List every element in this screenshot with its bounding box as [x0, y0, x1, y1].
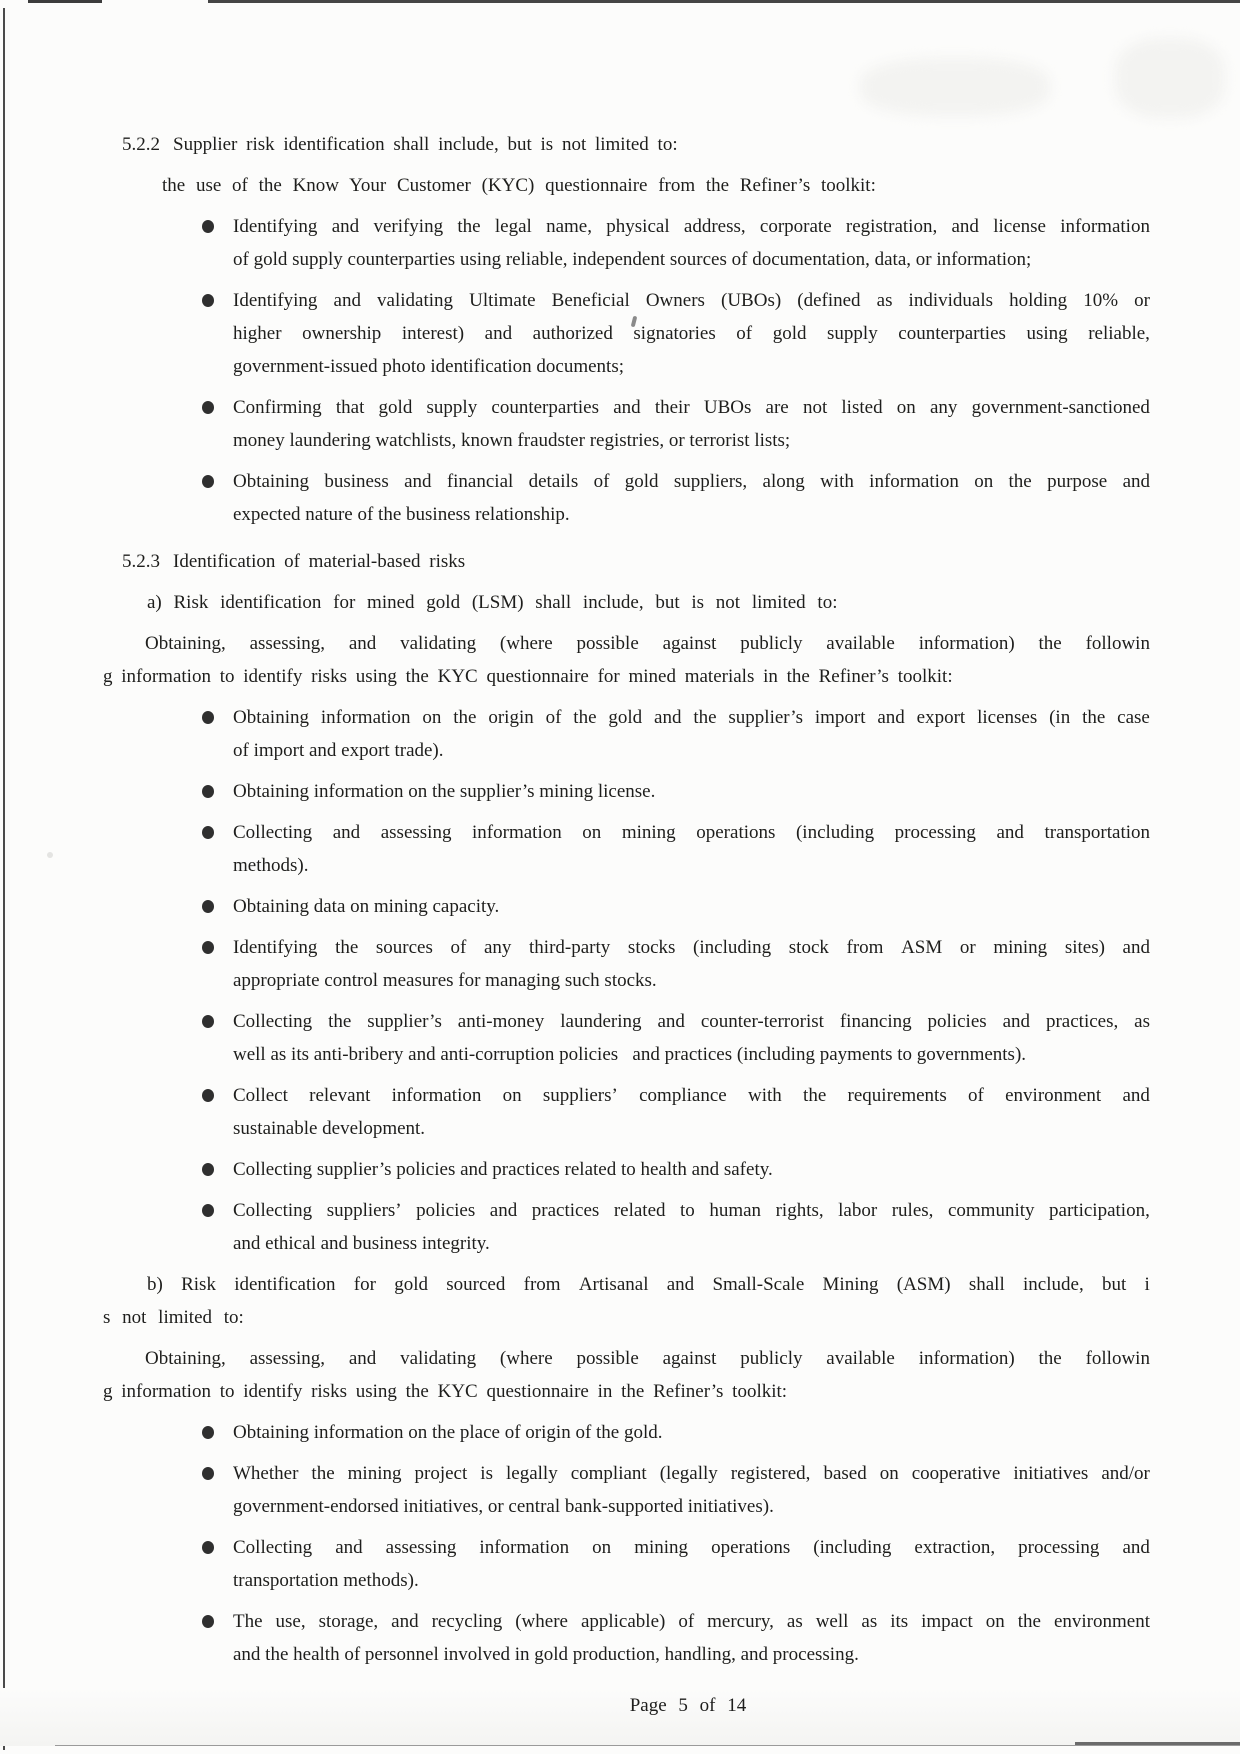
bullet-item [0, 775, 1240, 808]
text-line: g information to identify risks using the KYC questionnaire in the Refiner’s toolkit: [103, 1381, 788, 1402]
text-line: Identifying and verifying the legal name, physical address, corporate registration, and license information [233, 216, 1150, 237]
text-line: Obtaining information on the origin of the gold and the supplier’s import and export licenses (in the case [233, 707, 1150, 728]
bullet-item [0, 1079, 1240, 1145]
bullet-item [0, 816, 1240, 882]
text-line: Obtaining, assessing, and validating (where possible against publicly available information) the followin [145, 1348, 1150, 1369]
text-line: and ethical and business integrity. [233, 1233, 490, 1254]
bullet-icon [202, 294, 214, 307]
scan-artifact [1075, 1742, 1240, 1745]
bullet-item [0, 1005, 1240, 1071]
bullet-icon [202, 475, 214, 488]
text-line: Obtaining information on the place of origin of the gold. [233, 1422, 663, 1443]
bullet-icon [202, 1163, 214, 1176]
lettered-paragraph [0, 586, 1240, 619]
bullet-icon [202, 711, 214, 724]
page-number: Page 5 of 14 [629, 1695, 747, 1716]
text-line: Identifying the sources of any third-party stocks (including stock from ASM or mining sites) and [233, 937, 1150, 958]
bullet-icon [202, 1015, 214, 1028]
section-title: Supplier risk identification shall include, but is not limited to: [173, 134, 678, 155]
bullet-item [0, 1416, 1240, 1449]
text-line: government-endorsed initiatives, or central bank-supported initiatives). [233, 1496, 774, 1517]
bullet-icon [202, 1541, 214, 1554]
text-line: Confirming that gold supply counterparties and their UBOs are not listed on any government-sanctioned [233, 397, 1150, 418]
text-line: and the health of personnel involved in gold production, handling, and processing. [233, 1644, 859, 1665]
text-line [122, 128, 1240, 161]
text-line: Collecting supplier’s policies and practices related to health and safety. [233, 1159, 773, 1180]
bullet-icon [202, 401, 214, 414]
text-line: g information to identify risks using the KYC questionnaire for mined materials in the Refiner’s toolkit: [103, 666, 953, 687]
intro-line [0, 169, 1240, 202]
bullet-item [0, 465, 1240, 531]
text-line: of gold supply counterparties using reliable, independent sources of documentation, data, or information; [233, 249, 1032, 270]
bullet-icon [202, 1615, 214, 1628]
text-line: higher ownership interest) and authorized signatories of gold supply counterparties using reliable, [233, 323, 1150, 344]
section-number: 5.2.3 [122, 551, 160, 572]
bullet-icon [202, 1089, 214, 1102]
bullet-icon [202, 220, 214, 233]
text-line: the use of the Know Your Customer (KYC) questionnaire from the Refiner’s toolkit: [162, 175, 876, 196]
text-line: Collecting suppliers’ policies and practices related to human rights, labor rules, community participation, [233, 1200, 1150, 1221]
text-line: Collecting the supplier’s anti-money laundering and counter-terrorist financing policies and practices, as [233, 1011, 1150, 1032]
text-line: money laundering watchlists, known fraudster registries, or terrorist lists; [233, 430, 791, 451]
text-line: sustainable development. [233, 1118, 426, 1139]
section-heading [0, 128, 1240, 161]
text-line: s not limited to: [103, 1307, 244, 1328]
text-line: Collect relevant information on suppliers’ compliance with the requirements of environment and [233, 1085, 1150, 1106]
text-line: of import and export trade). [233, 740, 444, 761]
list-intro-paragraph [0, 627, 1240, 693]
bullet-icon [202, 941, 214, 954]
list-intro-paragraph [0, 1342, 1240, 1408]
section-number: 5.2.2 [122, 134, 160, 155]
bullet-item [0, 1153, 1240, 1186]
text-line: expected nature of the business relationship. [233, 504, 570, 525]
text-line: Obtaining data on mining capacity. [233, 896, 500, 917]
bullet-item [0, 1531, 1240, 1597]
bullet-item [0, 701, 1240, 767]
bullet-icon [202, 1467, 214, 1480]
text-line: a) Risk identification for mined gold (LSM) shall include, but is not limited to: [147, 592, 838, 613]
text-line [122, 545, 1240, 578]
bullet-item [0, 391, 1240, 457]
bullet-icon [202, 900, 214, 913]
bullet-icon [202, 826, 214, 839]
bullet-icon [202, 785, 214, 798]
text-line: Whether the mining project is legally compliant (legally registered, based on cooperative initiatives and/or [233, 1463, 1150, 1484]
bullet-item [0, 890, 1240, 923]
bullet-item [0, 284, 1240, 383]
bullet-item [0, 1605, 1240, 1671]
text-line: methods). [233, 855, 309, 876]
text-line: Obtaining, assessing, and validating (where possible against publicly available information) the followin [145, 633, 1150, 654]
text-line: b) Risk identification for gold sourced from Artisanal and Small-Scale Mining (ASM) shall include, but i [147, 1274, 1150, 1295]
bullet-icon [202, 1204, 214, 1217]
bullet-item [0, 1457, 1240, 1523]
bullet-item [0, 1194, 1240, 1260]
text-line: government-issued photo identification documents; [233, 356, 625, 377]
text-line: Obtaining information on the supplier’s mining license. [233, 781, 656, 802]
text-line: transportation methods). [233, 1570, 419, 1591]
scan-artifact [55, 1745, 1240, 1746]
section-title: Identification of material-based risks [173, 551, 466, 572]
bullet-item [0, 210, 1240, 276]
text-line: appropriate control measures for managing such stocks. [233, 970, 657, 991]
lettered-paragraph [0, 1268, 1240, 1334]
text-line: Collecting and assessing information on mining operations (including extraction, processing and [233, 1537, 1150, 1558]
section-heading [0, 545, 1240, 578]
bullet-icon [202, 1426, 214, 1439]
text-line: Identifying and validating Ultimate Beneficial Owners (UBOs) (defined as individuals holding 10% or [233, 290, 1150, 311]
text-line: Collecting and assessing information on mining operations (including processing and transportation [233, 822, 1150, 843]
text-line: Obtaining business and financial details of gold suppliers, along with information on the purpose and [233, 471, 1150, 492]
bullet-item [0, 931, 1240, 997]
text-line: The use, storage, and recycling (where applicable) of mercury, as well as its impact on the environment [233, 1611, 1150, 1632]
text-line: well as its anti-bribery and anti-corruption policies and practices (including payments to governments). [233, 1044, 1027, 1065]
